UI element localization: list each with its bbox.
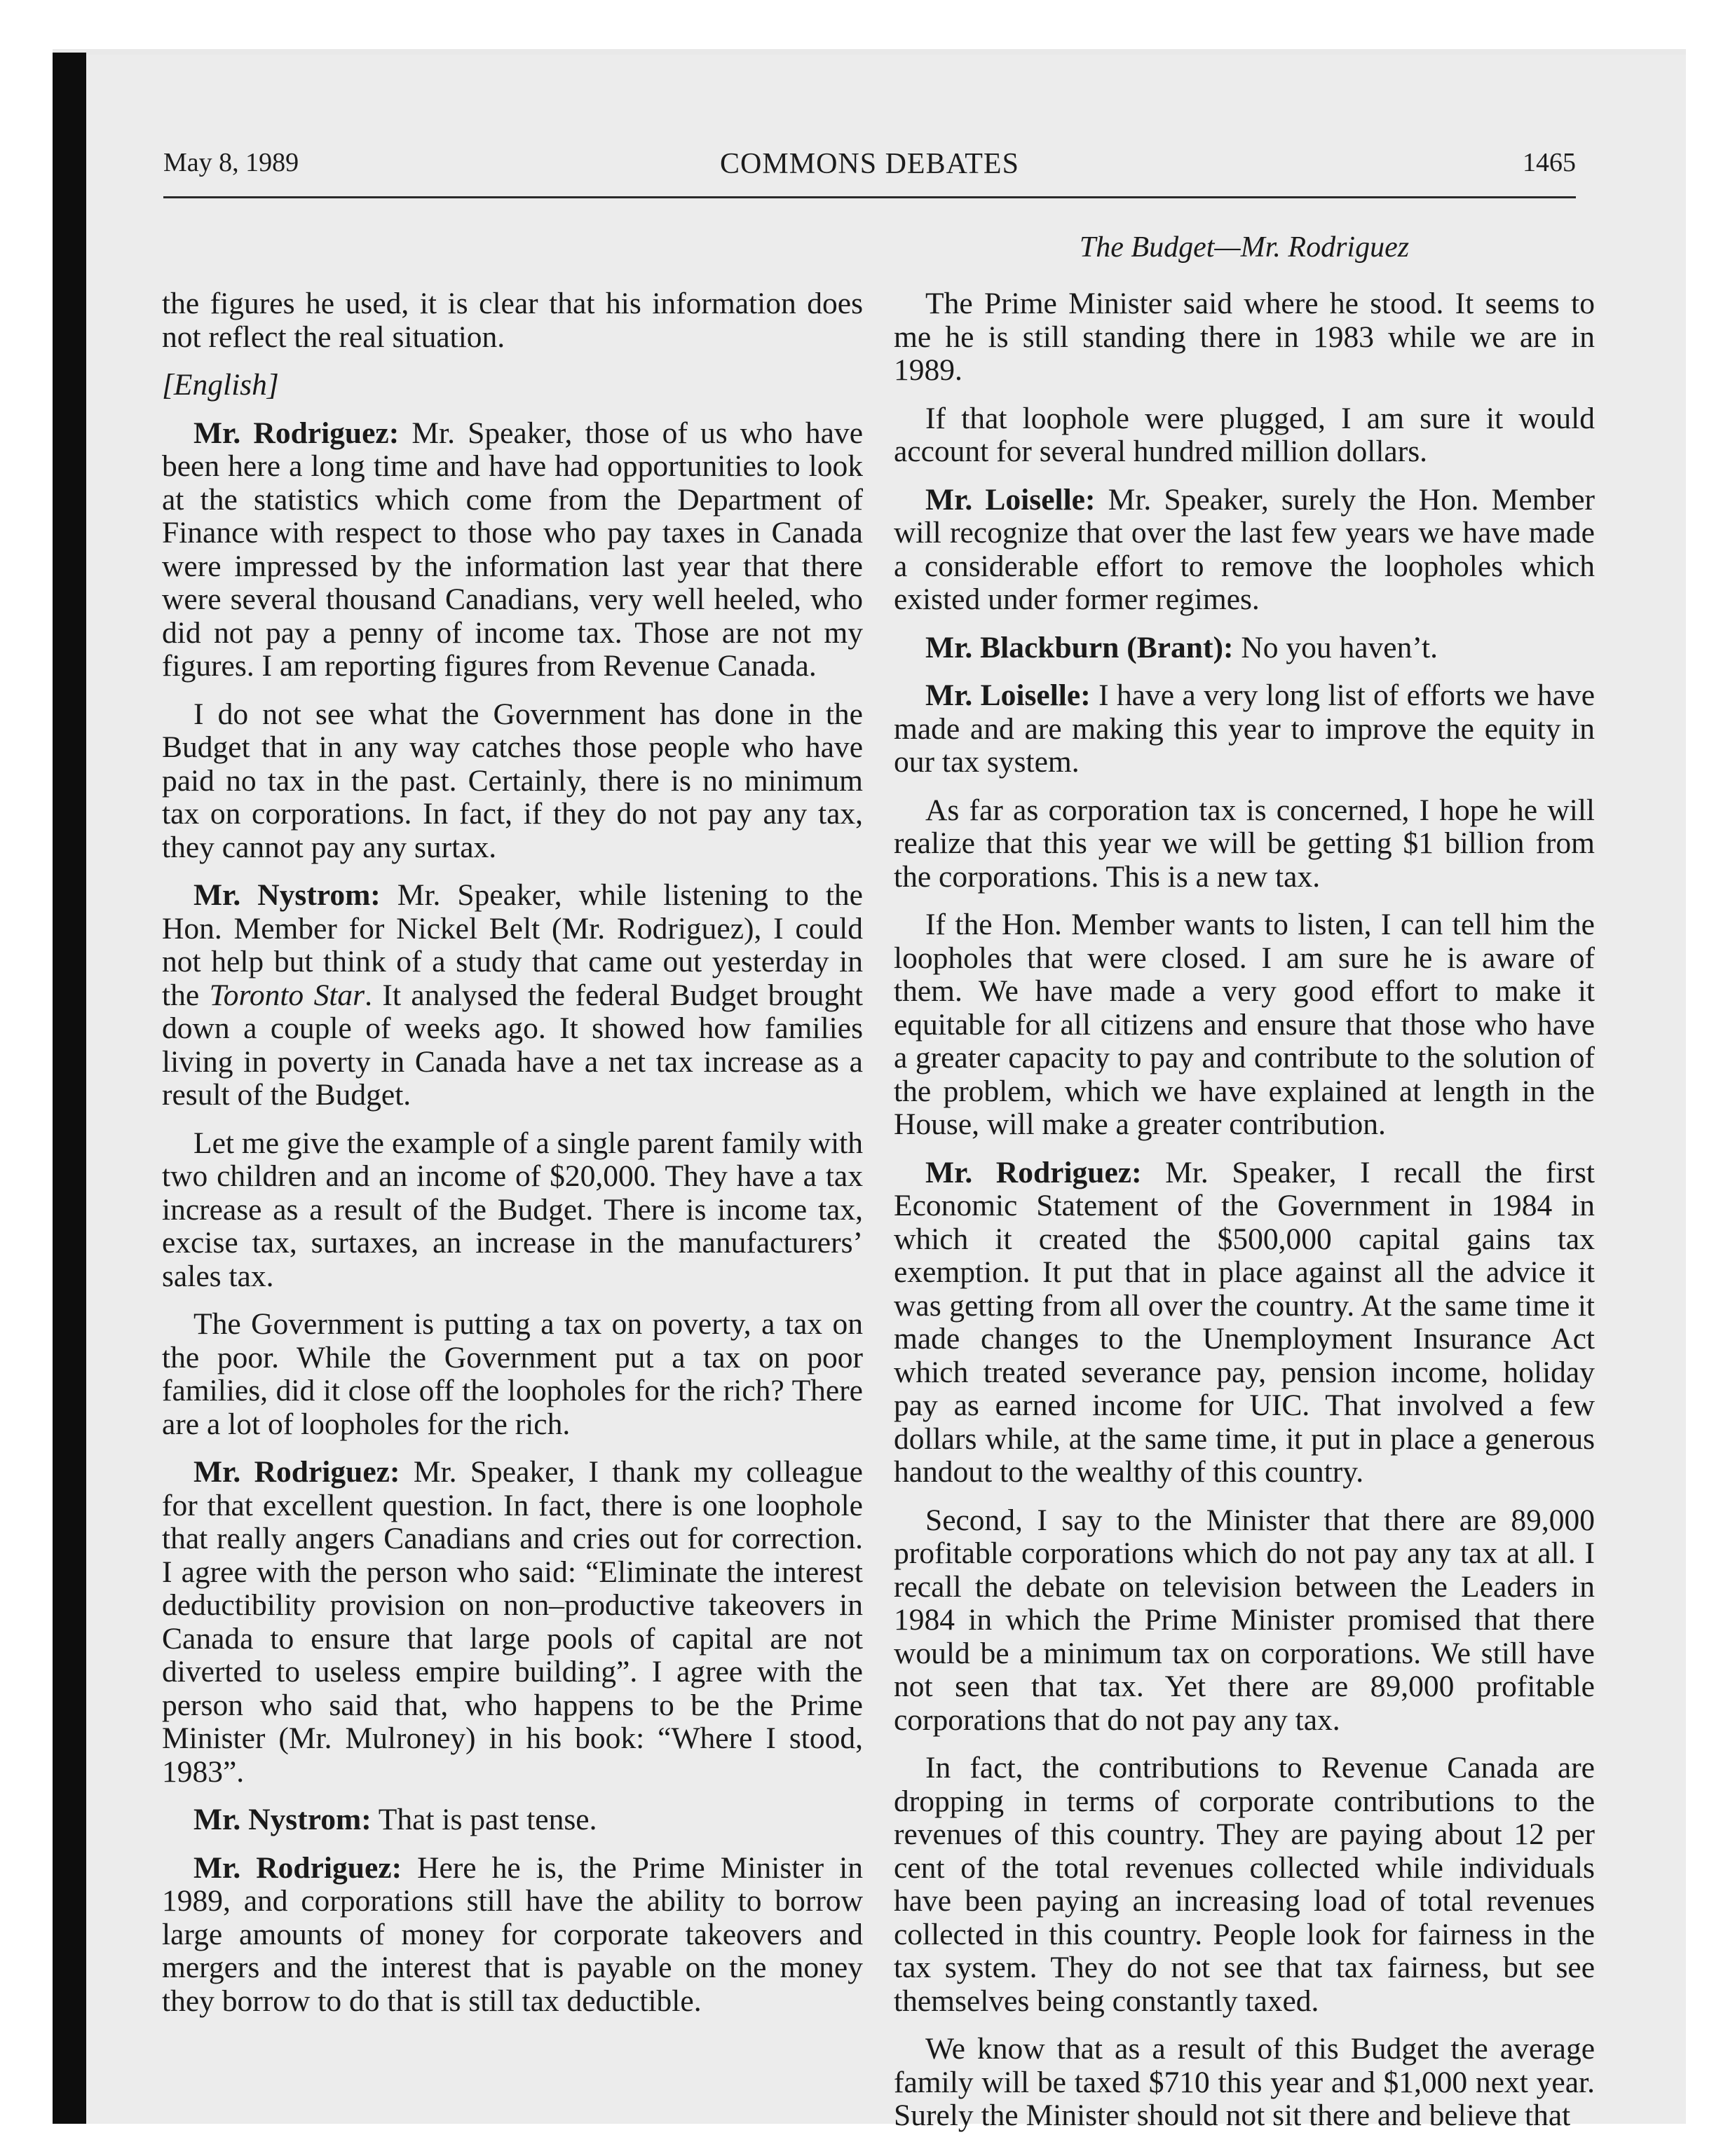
paragraph: the figures he used, it is clear that his information does not reflect the real situation.	[162, 287, 863, 354]
speech-text: That is past tense.	[371, 1803, 597, 1836]
paragraph: As far as corporation tax is concerned, I hope he will realize that this year we will be getting $1 billion from the corporations. This is a new tax.	[894, 793, 1595, 894]
speech-text: Mr. Speaker, surely the Hon. Member will recognize that over the last few years we have made a considerable effort to remove the loopholes which existed under former regimes.	[894, 482, 1595, 616]
paragraph: We know that as a result of this Budget the average family will be taxed $710 this year and $1,000 next year. Surely the Minister should not sit there and believe that	[894, 2032, 1595, 2132]
section-subhead: The Budget—Mr. Rodriguez	[1079, 231, 1410, 264]
header-date: May 8, 1989	[163, 148, 299, 177]
speaker-name: Mr. Rodriguez:	[193, 1850, 402, 1885]
speaker-name: Mr. Rodriguez:	[193, 416, 400, 450]
speaker-name: Mr. Blackburn (Brant):	[925, 630, 1234, 664]
paragraph	[894, 1157, 1595, 1489]
paragraph: In fact, the contributions to Revenue Canada are dropping in terms of corporate contributions to the revenues of this country. They are paying about 12 per cent of the total revenues collected while individuals have been paying an increasing load of total revenues collected in this country. People look for fairness in the tax system. They do not see that tax fairness, but see themselves being constantly taxed.	[894, 1751, 1595, 2018]
speech-text: Mr. Speaker, those of us who have been here a long time and have had opportunities to look at the statistics which come from the Department of Finance with respect to those who pay taxes in Canada were impressed by the information last year that there were several thousand Canadians, very well heeled, who did not pay a penny of income tax. Those are not my figures. I am reporting figures from Revenue Canada.	[162, 416, 864, 683]
speech-text: No you haven’t.	[1233, 630, 1438, 664]
paragraph	[894, 679, 1595, 779]
paragraph: The Government is putting a tax on poverty, a tax on the poor. While the Government put a tax on poor families, did it close off the loopholes for the rich? There are a lot of loopholes for the rich.	[162, 1307, 863, 1441]
speech-text: I have a very long list of efforts we have made and are making this year to improve the equity in our tax system.	[894, 678, 1595, 779]
speaker-name: Mr. Nystrom:	[193, 878, 381, 912]
left-column	[162, 287, 863, 2033]
paragraph	[894, 484, 1595, 617]
paragraph	[162, 1852, 863, 2019]
language-marker-text: [English]	[162, 368, 279, 402]
speech-text: Here he is, the Prime Minister in 1989, and corporations still have the ability to borrow large amounts of money for corporate takeovers and mergers and the interest that is payable on the money they borrow to do that is still tax deductible.	[162, 1850, 863, 2018]
speaker-name: Mr. Rodriguez:	[193, 1455, 400, 1489]
language-marker	[162, 369, 863, 402]
speaker-name: Mr. Loiselle:	[925, 678, 1091, 712]
right-column	[894, 231, 1595, 2148]
paragraph: Second, I say to the Minister that there are 89,000 profitable corporations which do not pay any tax at all. I recall the debate on television between the Leaders in 1984 in which the Prime Minister promised that there would be a minimum tax on corporations. We still have not seen that tax. Yet there are 89,000 profitable corporations that do not pay any tax.	[894, 1503, 1595, 1737]
paragraph: If that loophole were plugged, I am sure it would account for several hundred million dollars.	[894, 401, 1595, 468]
scan-top-shadow	[53, 49, 1686, 55]
paragraph	[162, 417, 863, 683]
paragraph: Let me give the example of a single parent family with two children and an income of $20,000. They have a tax increase as a result of the Budget. There is income tax, excise tax, surtaxes, an increase in the manufacturers’ sales tax.	[162, 1126, 863, 1293]
speech-text: Mr. Speaker, I recall the first Economic Statement of the Government in 1984 in which it created the $500,000 capital gains tax exemption. It put that in place against all the advice it was getting from all over the country. At the same time it made changes to the Unemployment Insurance Act which treated severance pay, pension income, holiday pay as earned income for UIC. That involved a few dollars while, at the same time, it put in place a generous handout to the wealthy of this country.	[894, 1155, 1595, 1489]
speaker-name: Mr. Loiselle:	[925, 482, 1096, 517]
paragraph	[894, 632, 1595, 665]
paragraph	[162, 1803, 863, 1837]
speech-text: Mr. Speaker, while listening to the Hon. Member for Nickel Belt (Mr. Rodriguez), I could not help but think of a study that came out yesterday in the	[162, 878, 863, 1012]
paragraph: If the Hon. Member wants to listen, I can tell him the loopholes that were closed. I am sure he is aware of them. We have made a very good effort to make it equitable for all citizens and ensure that those who have a greater capacity to pay and contribute to the solution of the problem, which we have explained at length in the House, will make a greater contribution.	[894, 908, 1595, 1141]
paragraph: The Prime Minister said where he stood. It seems to me he is still standing there in 1983 while we are in 1989.	[894, 287, 1595, 387]
speaker-name: Mr. Nystrom:	[193, 1803, 372, 1836]
page-number: 1465	[1523, 148, 1576, 177]
publication-title: Toronto Star	[209, 978, 365, 1012]
running-head	[163, 140, 1576, 198]
speech-text: . It analysed the federal Budget brought down a couple of weeks ago. It showed how families living in poverty in Canada have a net tax increase as a result of the Budget.	[162, 978, 864, 1112]
header-title: COMMONS DEBATES	[720, 148, 1019, 180]
scan-binding-edge	[53, 53, 86, 2124]
speaker-name: Mr. Rodriguez:	[925, 1155, 1142, 1189]
speech-text: Mr. Speaker, I thank my colleague for that excellent question. In fact, there is one loophole that really angers Canadians and cries out for correction. I agree with the person who said: “Eliminate the interest deductibility provision on non–productive takeovers in Canada to ensure that large pools of capital are not diverted to useless empire building”. I agree with the person who said that, who happens to be the Prime Minister (Mr. Mulroney) in his book: “Where I stood, 1983”.	[162, 1455, 863, 1789]
paragraph	[162, 1456, 863, 1789]
paragraph: I do not see what the Government has done in the Budget that in any way catches those people who have paid no tax in the past. Certainly, there is no minimum tax on corporations. In fact, if they do not pay any tax, they cannot pay any surtax.	[162, 697, 863, 864]
paragraph	[162, 879, 863, 1112]
